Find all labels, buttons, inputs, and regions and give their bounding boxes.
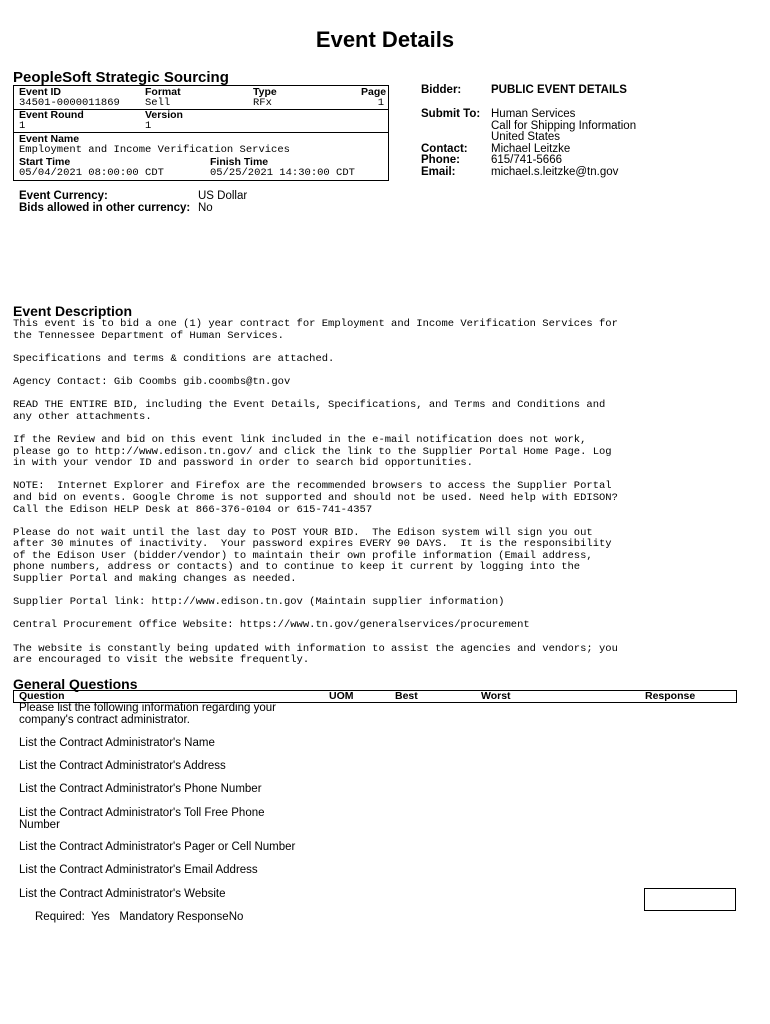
start-time-value: 05/04/2021 08:00:00 CDT bbox=[19, 167, 164, 179]
event-currency-value: US Dollar bbox=[198, 190, 248, 202]
finish-time-label: Finish Time bbox=[210, 156, 269, 168]
description-paragraph: Please do not wait until the last day to POST YOUR BID. The Edison system will sign you out after 30 minutes of inactivity. Your password expires EVERY 90 DAYS. It is the responsibility of the Edison User (bidder/vendor) to maintain their own profile information (Email address, phone numbers, address or contacts) and to continue to keep it current by logging into the Supplier Portal and making changes as needed. bbox=[13, 526, 612, 586]
description-paragraph: NOTE: Internet Explorer and Firefox are the recommended browsers to access the Supplier Portal and bid on events. Google Chrome is not supported and should not be used. Need help with EDISON? Call the Edison HELP Desk at 866-376-0104 or 615-741-4357 bbox=[13, 480, 618, 516]
format-value: Sell bbox=[145, 97, 171, 109]
question-item: Number bbox=[19, 819, 60, 831]
event-round-value: 1 bbox=[19, 120, 26, 132]
other-currency-value: No bbox=[198, 202, 213, 214]
response-input[interactable] bbox=[644, 888, 736, 911]
description-paragraph: Agency Contact: Gib Coombs gib.coombs@tn.gov bbox=[13, 375, 291, 388]
bidder-value: PUBLIC EVENT DETAILS bbox=[491, 84, 627, 96]
question-item: List the Contract Administrator's Address bbox=[19, 760, 226, 772]
contact-email: michael.s.leitzke@tn.gov bbox=[491, 166, 619, 178]
finish-time-value: 05/25/2021 14:30:00 CDT bbox=[210, 167, 355, 179]
type-value: RFx bbox=[253, 97, 272, 109]
submit-line: United States bbox=[491, 131, 561, 144]
description-paragraph: This event is to bid a one (1) year contract for Employment and Income Verification Services for the Tennessee Department of Human Services. bbox=[13, 318, 618, 342]
other-currency-label: Bids allowed in other currency: bbox=[19, 202, 191, 214]
contact-label: Contact: bbox=[421, 142, 468, 155]
page-value: 1 bbox=[377, 97, 384, 109]
type-label: Type bbox=[253, 86, 277, 98]
general-questions-heading: General Questions bbox=[13, 676, 138, 692]
bidder-label: Bidder: bbox=[421, 84, 462, 96]
event-name-label: Event Name bbox=[19, 133, 80, 145]
event-description-heading: Event Description bbox=[13, 303, 133, 319]
phone-label: Phone: bbox=[421, 154, 460, 167]
description-paragraph: If the Review and bid on this event link included in the e-mail notification does not work, please go to http://www.edison.tn.gov/ and click the link to the Supplier Portal Home Page. Log in with your vendor ID and password in order to search bid opportunities. bbox=[13, 433, 612, 470]
column-response: Response bbox=[645, 690, 696, 702]
event-description bbox=[13, 319, 713, 678]
column-best: Best bbox=[395, 690, 418, 702]
question-item: List the Contract Administrator's Phone Number bbox=[19, 783, 262, 795]
question-intro: Please list the following information regarding your bbox=[19, 702, 276, 714]
email-label: Email: bbox=[421, 166, 456, 178]
description-paragraph: The website is constantly being updated with information to assist the agencies and vendors; you are encouraged to visit the website frequently. bbox=[13, 642, 618, 667]
section-title: PeopleSoft Strategic Sourcing bbox=[13, 69, 229, 86]
page-title: Event Details bbox=[315, 27, 455, 52]
description-paragraph: Supplier Portal link: http://www.edison.tn.gov (Maintain supplier information) bbox=[13, 596, 505, 609]
event-name-value: Employment and Income Verification Services bbox=[19, 144, 290, 156]
column-worst: Worst bbox=[481, 690, 511, 702]
contact-name: Michael Leitzke bbox=[491, 142, 571, 155]
column-uom: UOM bbox=[329, 690, 354, 702]
version-label: Version bbox=[145, 109, 183, 121]
column-question: Question bbox=[19, 690, 65, 702]
description-paragraph: Central Procurement Office Website: https://www.tn.gov/generalservices/procurement bbox=[13, 619, 530, 632]
question-intro: company's contract administrator. bbox=[19, 714, 190, 726]
question-item: List the Contract Administrator's Email Address bbox=[19, 864, 258, 876]
question-item: List the Contract Administrator's Toll Free Phone bbox=[19, 807, 265, 819]
version-value: 1 bbox=[145, 120, 152, 132]
event-id-label: Event ID bbox=[19, 86, 62, 98]
event-info-box bbox=[13, 85, 389, 181]
submit-line: Call for Shipping Information bbox=[491, 119, 637, 132]
start-time-label: Start Time bbox=[19, 156, 71, 168]
contact-phone: 615/741-5666 bbox=[491, 154, 562, 167]
submit-to-label: Submit To: bbox=[421, 108, 481, 120]
required-status: Required: Yes Mandatory ResponseNo bbox=[35, 911, 244, 923]
event-currency-label: Event Currency: bbox=[19, 190, 108, 202]
question-item: List the Contract Administrator's Pager or Cell Number bbox=[19, 841, 296, 853]
format-label: Format bbox=[145, 86, 181, 98]
event-id-value: 34501-0000011869 bbox=[19, 97, 120, 109]
page-label: Page bbox=[361, 86, 387, 98]
event-round-label: Event Round bbox=[19, 109, 84, 121]
submit-line: Human Services bbox=[491, 108, 576, 120]
description-paragraph: READ THE ENTIRE BID, including the Event Details, Specifications, and Terms and Conditions and any other attachments. bbox=[13, 399, 606, 423]
description-paragraph: Specifications and terms & conditions are attached. bbox=[13, 352, 335, 365]
question-item: List the Contract Administrator's Name bbox=[19, 737, 215, 749]
question-item: List the Contract Administrator's Website bbox=[19, 888, 226, 900]
